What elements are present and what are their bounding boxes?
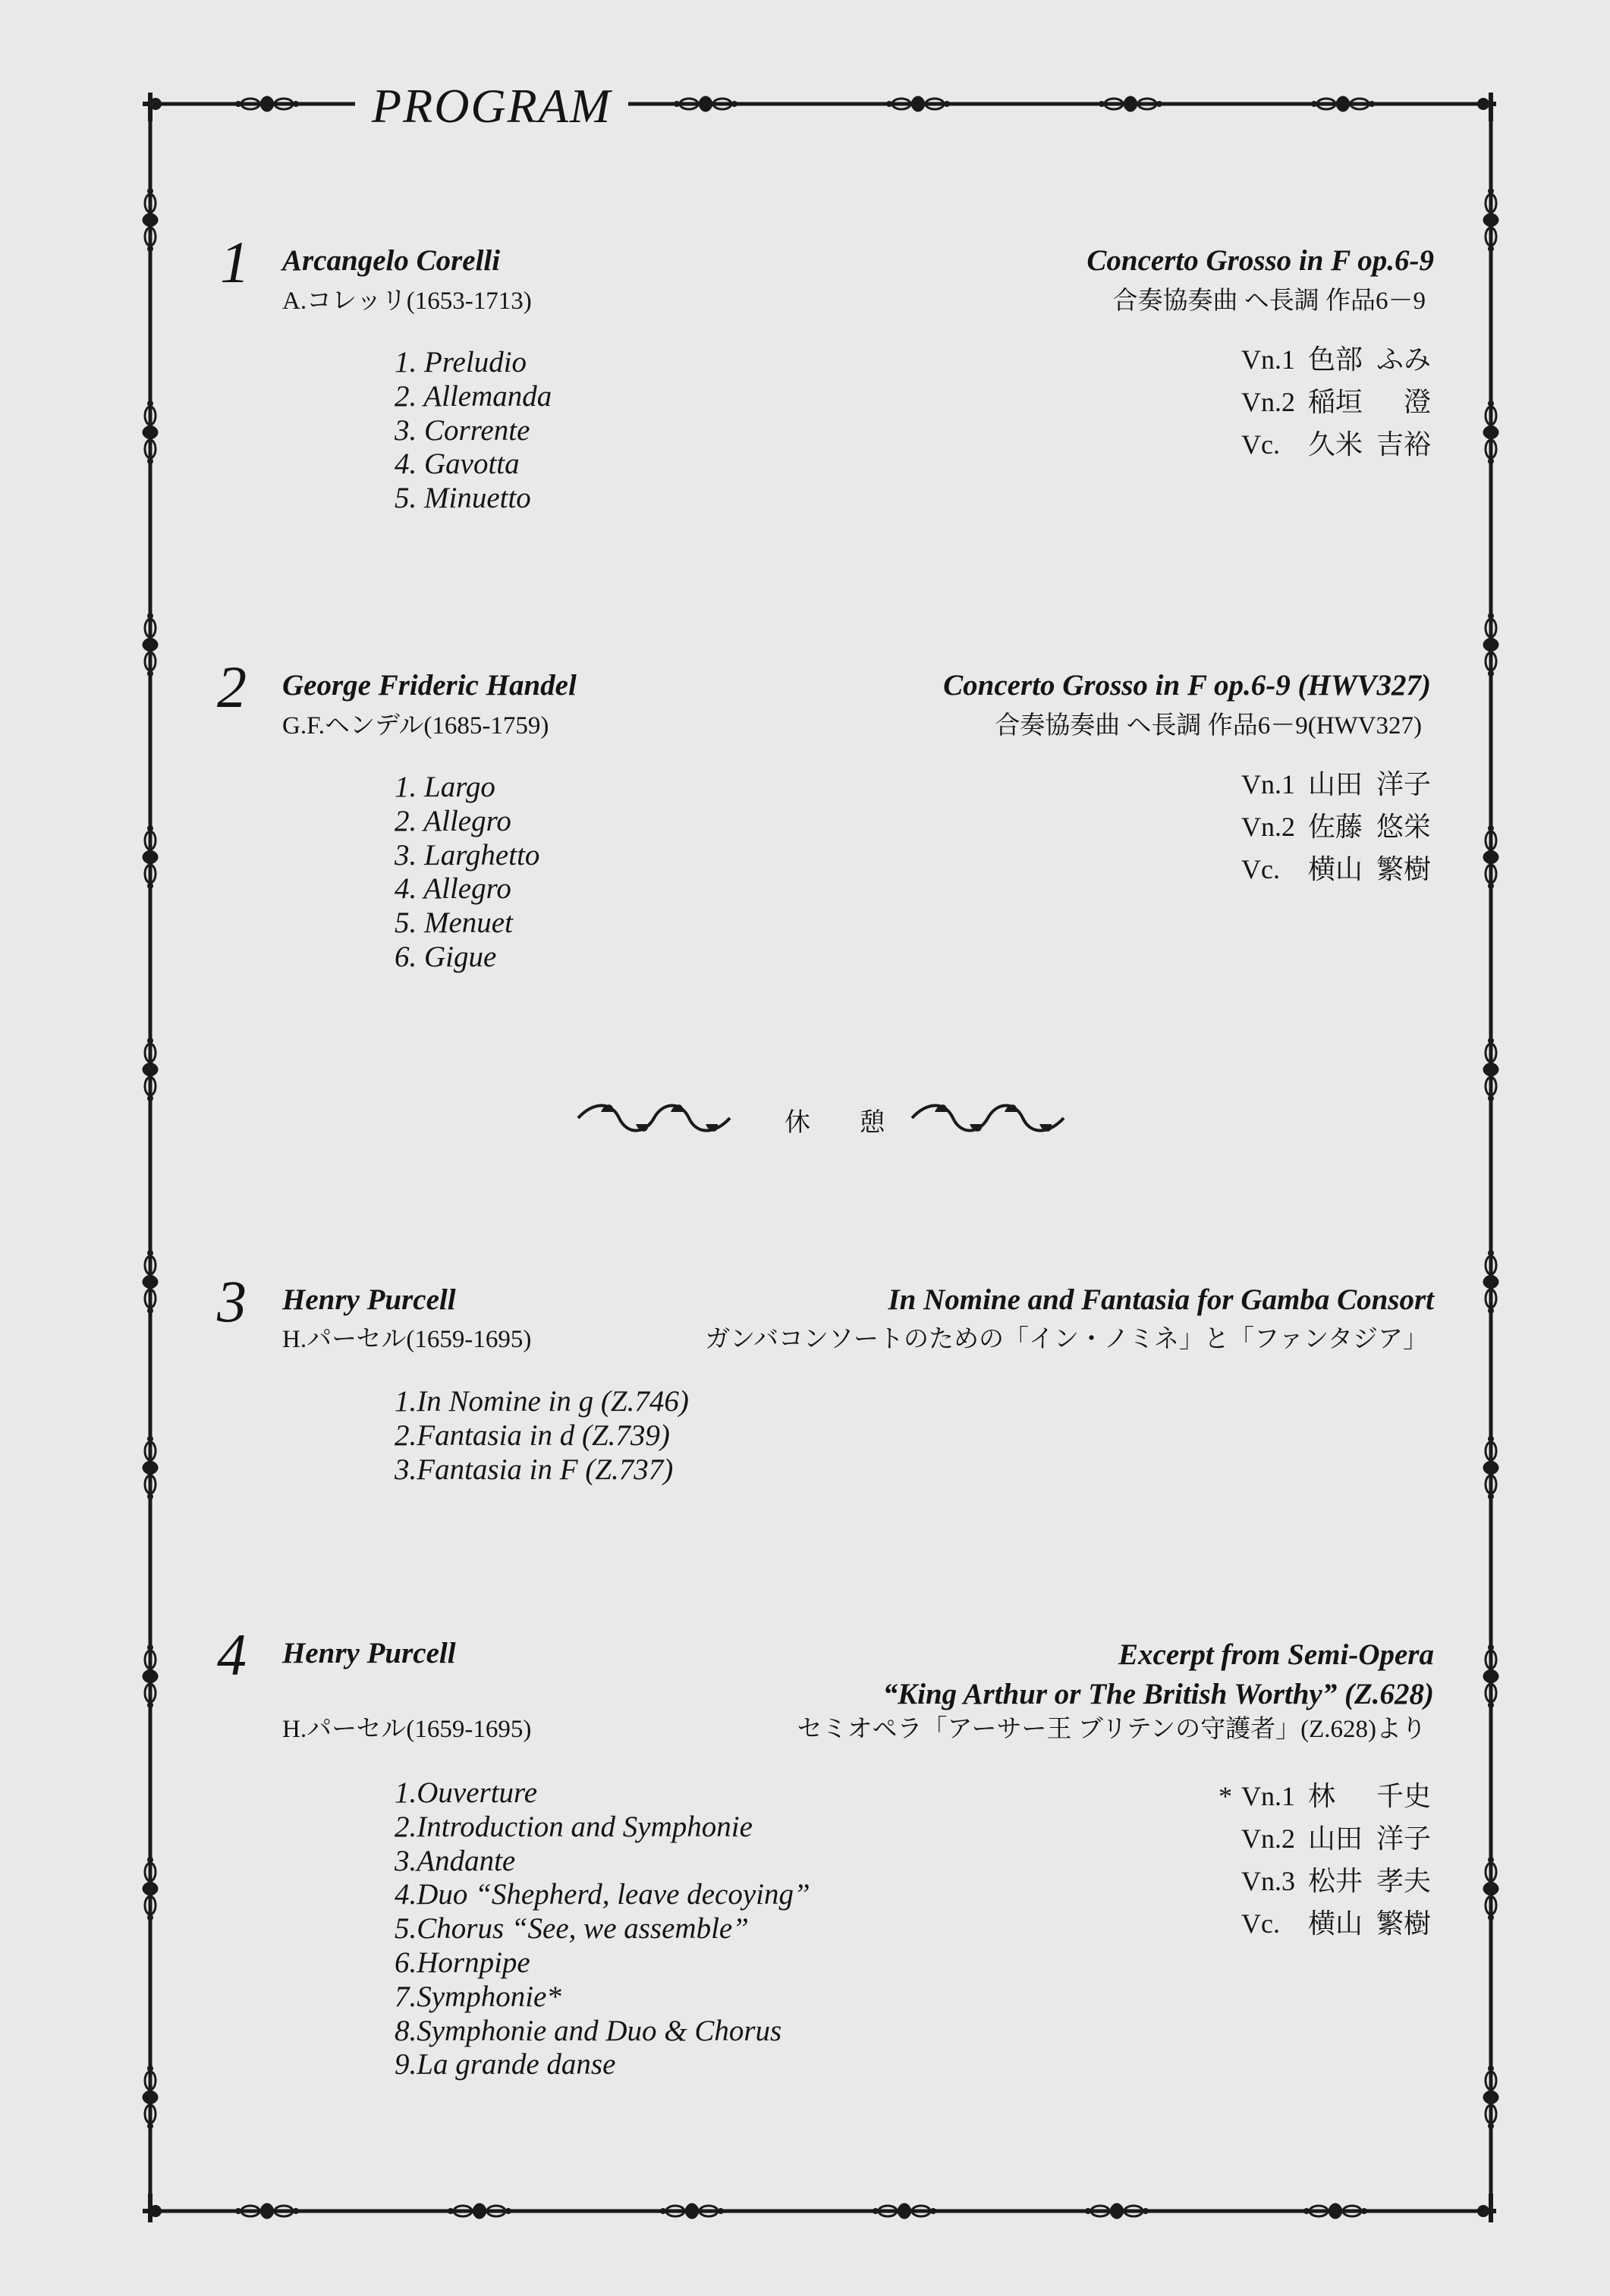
player-part: Vc.	[1241, 854, 1280, 884]
composer-name: Arcangelo Corelli	[282, 244, 501, 277]
player-part: Vn.2	[1241, 1823, 1295, 1854]
program-title: PROGRAM	[363, 76, 621, 137]
movement-item: 5. Menuet	[395, 906, 513, 940]
player-row	[1241, 338, 1431, 381]
player-name: 山田 洋子	[1308, 769, 1431, 799]
movement-item: 2.Introduction and Symphonie	[395, 1810, 753, 1843]
player-list	[1241, 338, 1431, 466]
work-title	[883, 1637, 1434, 1713]
composer-name: Henry Purcell	[282, 1283, 456, 1316]
movement-list	[395, 771, 539, 975]
section-number: 1	[220, 229, 250, 295]
player-row	[1219, 1902, 1431, 1945]
player-list	[1241, 763, 1431, 890]
movement-item: 9.La grande danse	[395, 2048, 616, 2081]
work-title-line: Concerto Grosso in F op.6-9 (HWV327)	[943, 669, 1431, 702]
player-row	[1241, 848, 1431, 890]
movement-item: 3.Andante	[395, 1844, 516, 1877]
player-name: 佐藤 悠栄	[1308, 812, 1431, 842]
player-row	[1241, 763, 1431, 806]
player-name: 色部 ふみ	[1308, 344, 1431, 375]
work-title-line: “King Arthur or The British Worthy” (Z.628)	[882, 1678, 1434, 1710]
soloist-mark	[1219, 1902, 1241, 1945]
movement-item: 3. Larghetto	[395, 838, 540, 872]
section-number: 4	[217, 1622, 247, 1688]
soloist-mark	[1219, 1817, 1241, 1860]
work-title-line: Concerto Grosso in F op.6-9	[1086, 244, 1434, 277]
work-title	[1086, 243, 1434, 279]
work-title	[888, 1282, 1434, 1318]
movement-item: 1. Preludio	[395, 346, 527, 378]
movement-item: 2.Fantasia in d (Z.739)	[395, 1418, 670, 1452]
work-title-line: In Nomine and Fantasia for Gamba Consort	[888, 1283, 1434, 1316]
movement-list	[395, 1385, 689, 1487]
player-name: 久米 吉裕	[1308, 429, 1431, 460]
section-number: 2	[217, 654, 247, 720]
player-part: Vc.	[1241, 429, 1280, 460]
section-number: 3	[217, 1268, 247, 1334]
player-part: Vn.2	[1241, 387, 1295, 417]
player-part: Vn.1	[1241, 769, 1295, 799]
work-title-jp: ガンバコンソートのための「イン・ノミネ」と「ファンタジア」	[705, 1326, 1428, 1353]
player-part: Vn.1	[1241, 344, 1295, 375]
composer-name: George Frideric Handel	[282, 669, 577, 702]
movement-item: 4. Allegro	[395, 872, 511, 906]
player-part: Vn.2	[1241, 812, 1295, 842]
intermission-label: 休 憩	[785, 1109, 907, 1137]
movement-item: 1.Ouverture	[395, 1776, 538, 1809]
player-part: Vn.1	[1241, 1781, 1295, 1811]
player-row	[1241, 381, 1431, 423]
player-name: 横山 繁樹	[1308, 1908, 1431, 1939]
movement-item: 7.Symphonie*	[395, 1980, 561, 2013]
player-part: Vc.	[1241, 1908, 1280, 1939]
player-name: 林 千史	[1308, 1781, 1431, 1811]
movement-item: 2. Allegro	[395, 804, 511, 837]
composer-name-jp: A.コレッリ(1653-1713)	[282, 287, 532, 315]
player-name: 松井 孝夫	[1308, 1866, 1431, 1896]
player-row	[1219, 1817, 1431, 1860]
work-title-jp: 合奏協奏曲 ヘ長調 作品6－9(HWV327)	[995, 712, 1422, 740]
intermission-ornament-right	[912, 1104, 1064, 1132]
movement-item: 3.Fantasia in F (Z.737)	[395, 1453, 674, 1486]
movement-item: 2. Allemanda	[395, 379, 552, 413]
movement-item: 6.Hornpipe	[395, 1946, 530, 1979]
work-title-jp: セミオペラ「アーサー王 ブリテンの守護者」(Z.628)より	[797, 1716, 1426, 1743]
player-name: 山田 洋子	[1308, 1823, 1431, 1854]
player-name: 横山 繁樹	[1308, 854, 1431, 884]
movement-item: 1.In Nomine in g (Z.746)	[395, 1385, 689, 1418]
work-title-line: Excerpt from Semi-Opera	[1118, 1638, 1434, 1671]
movement-item: 3. Corrente	[395, 413, 530, 447]
player-row	[1241, 423, 1431, 466]
intermission-ornament-left	[578, 1104, 730, 1132]
player-row	[1219, 1860, 1431, 1902]
composer-name-jp: H.パーセル(1659-1695)	[282, 1326, 532, 1353]
movement-item: 5. Minuetto	[395, 482, 531, 515]
work-title	[943, 667, 1431, 704]
player-name: 稲垣 澄	[1308, 387, 1431, 417]
movement-item: 4. Gavotta	[395, 448, 520, 481]
composer-name-jp: G.F.ヘンデル(1685-1759)	[282, 712, 549, 740]
movement-item: 4.Duo “Shepherd, leave decoying”	[395, 1878, 810, 1911]
work-title-jp: 合奏協奏曲 ヘ長調 作品6－9	[1112, 287, 1426, 315]
player-list	[1219, 1775, 1431, 1945]
movement-item: 1. Largo	[395, 771, 495, 803]
movement-item: 8.Symphonie and Duo & Chorus	[395, 2014, 782, 2047]
movement-item: 6. Gigue	[395, 940, 497, 973]
player-part: Vn.3	[1241, 1866, 1295, 1896]
composer-name-jp: H.パーセル(1659-1695)	[282, 1716, 532, 1743]
composer-name: Henry Purcell	[282, 1637, 456, 1669]
movement-list	[395, 1776, 810, 2082]
soloist-mark	[1219, 1860, 1241, 1902]
soloist-mark: *	[1219, 1781, 1232, 1811]
player-row	[1219, 1775, 1431, 1817]
movement-item: 5.Chorus “See, we assemble”	[395, 1912, 749, 1946]
movement-list	[395, 346, 552, 516]
player-row	[1241, 806, 1431, 848]
